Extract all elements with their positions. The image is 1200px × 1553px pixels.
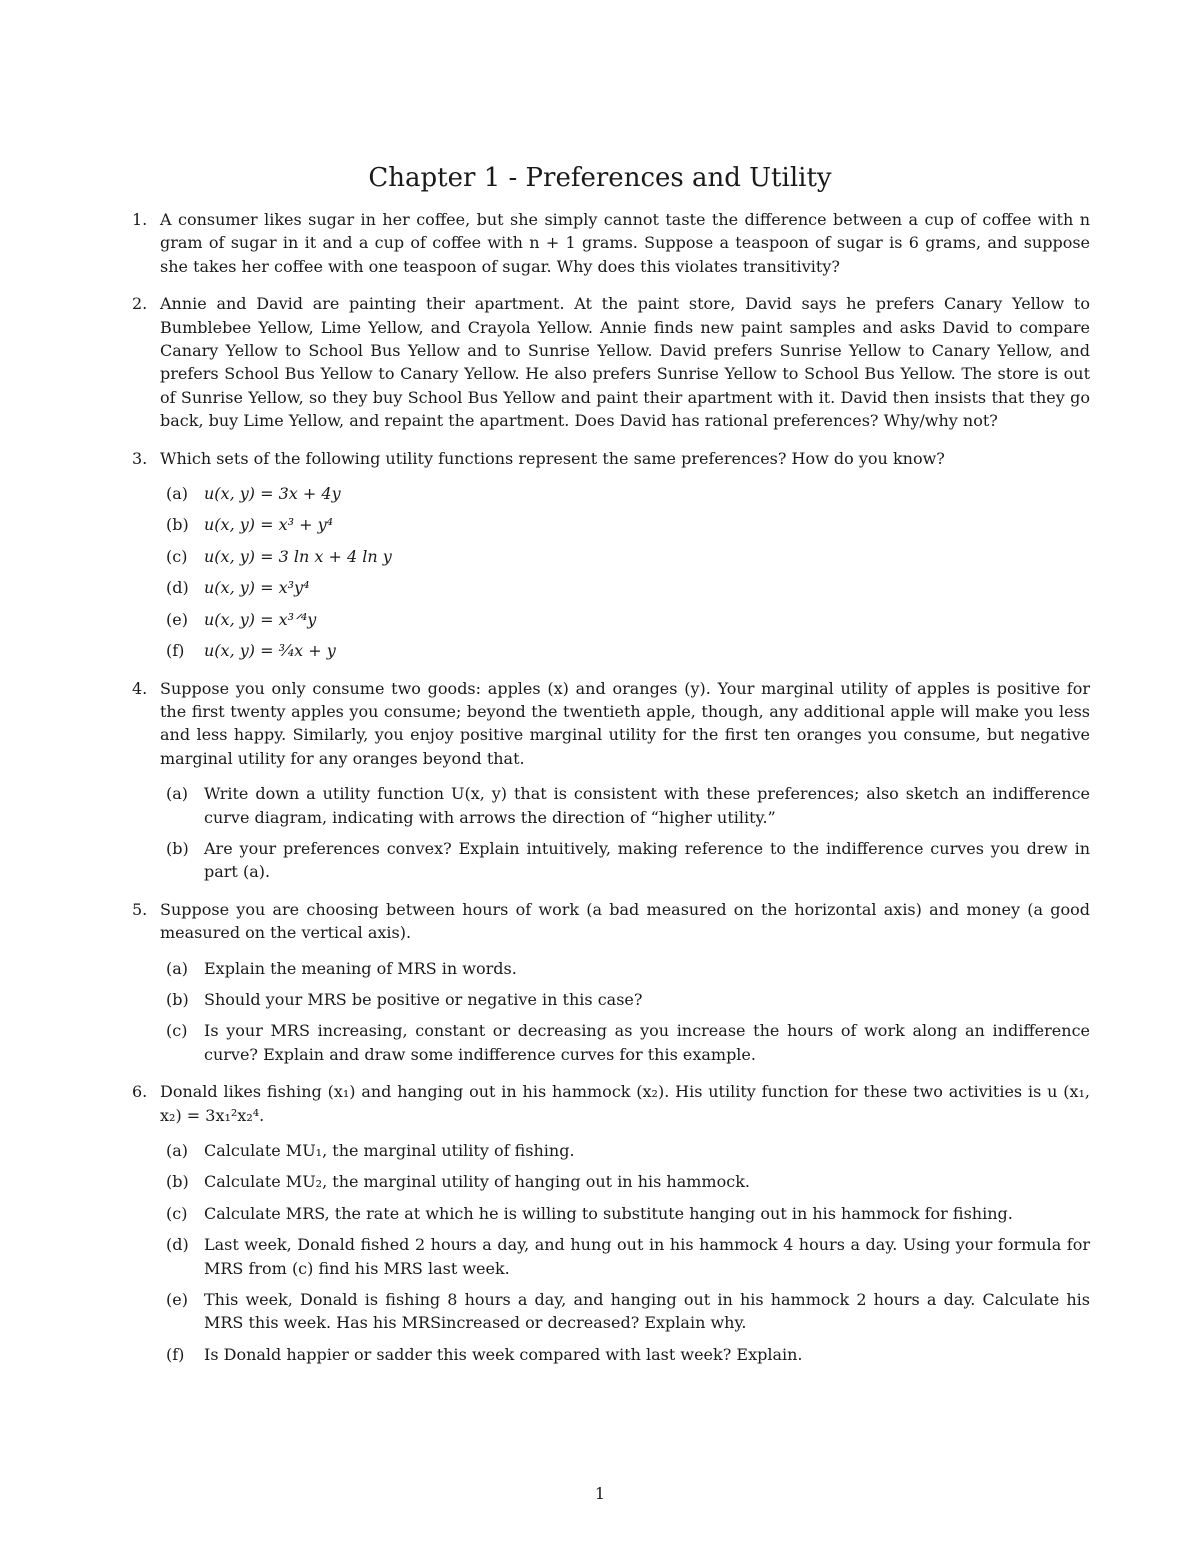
- utility-function: u(x, y) = ³⁄₄x + y: [204, 641, 336, 661]
- sub-question-text: Last week, Donald fished 2 hours a day, and hung out in his hammock 4 hours a day. Using your formula for MRS from (c) find his MRS last week.: [204, 1235, 1090, 1278]
- problem-number: 4.: [132, 678, 148, 698]
- utility-function: u(x, y) = x³ᐟ⁴y: [204, 609, 317, 629]
- sub-question: [160, 1019, 1090, 1066]
- sub-question-text: Are your preferences convex? Explain intuitively, making reference to the indifference curves you drew in part (a).: [204, 838, 1090, 882]
- sub-question-list: [160, 482, 1090, 662]
- sub-question: [160, 837, 1090, 884]
- sub-question: [160, 639, 1090, 662]
- sub-question: [160, 1139, 1090, 1162]
- sub-question-label: (c): [166, 1021, 188, 1041]
- sub-question-text: Explain the meaning of MRS in words.: [204, 958, 517, 978]
- sub-question-label: (a): [166, 958, 189, 978]
- problem-text: Donald likes fishing (x₁) and hanging out in his hammock (x₂). His utility function for these two activities is u (x₁, x₂) = 3x₁²x₂⁴.: [160, 1082, 1090, 1125]
- sub-question-label: (b): [166, 989, 189, 1009]
- sub-question-label: (b): [166, 838, 189, 858]
- sub-question-text: Calculate MRS, the rate at which he is willing to substitute hanging out in his hammock for fishing.: [204, 1203, 1013, 1223]
- problem-2: [132, 292, 1090, 432]
- problem-4: [132, 677, 1090, 884]
- problem-number: 1.: [132, 210, 148, 229]
- sub-question-label: (b): [166, 1172, 189, 1192]
- sub-question-text: Calculate MU₂, the marginal utility of hanging out in his hammock.: [204, 1172, 750, 1192]
- utility-function: u(x, y) = 3x + 4y: [204, 484, 341, 504]
- sub-question-label: (d): [166, 1235, 189, 1255]
- problem-3: [132, 447, 1090, 663]
- utility-function: u(x, y) = 3 ln x + 4 ln y: [204, 546, 392, 566]
- problem-text: Suppose you only consume two goods: apples (x) and oranges (y). Your marginal utility of apples is positive for the first twenty apples you consume; beyond the twentieth apple, though, any additional apple will make you less and less happy. Similarly, you enjoy positive marginal utility for the first ten oranges you consume, but negative marginal utility for any oranges beyond that.: [160, 678, 1090, 768]
- sub-question: [160, 1202, 1090, 1225]
- sub-question-text: Should your MRS be positive or negative in this case?: [204, 989, 643, 1009]
- sub-question-label: (a): [166, 784, 189, 804]
- sub-question: [160, 1343, 1090, 1366]
- page-number: 1: [594, 1484, 606, 1503]
- problem-1: [132, 208, 1090, 278]
- sub-question-label: (e): [166, 1290, 188, 1310]
- problem-6: [132, 1080, 1090, 1366]
- utility-function: u(x, y) = x³ + y⁴: [204, 515, 334, 535]
- sub-question: [160, 545, 1090, 568]
- sub-question-label: (e): [166, 609, 188, 629]
- problem-number: 6.: [132, 1082, 148, 1102]
- sub-question: [160, 513, 1090, 536]
- sub-question-label: (b): [166, 515, 189, 535]
- sub-question-label: (f): [166, 641, 185, 661]
- sub-question: [160, 957, 1090, 980]
- sub-question-list: [160, 782, 1090, 884]
- problem-5: [132, 898, 1090, 1066]
- sub-question-text: This week, Donald is fishing 8 hours a day, and hanging out in his hammock 2 hours a day. Calculate his MRS this week. Has his MRSincreased or decreased? Explain why.: [204, 1290, 1090, 1333]
- problem-text: Suppose you are choosing between hours of work (a bad measured on the horizontal axis) and money (a good measured on the vertical axis).: [160, 899, 1090, 943]
- sub-question: [160, 576, 1090, 599]
- sub-question-label: (c): [166, 1203, 188, 1223]
- problem-number: 3.: [132, 448, 148, 468]
- problem-list: [132, 208, 1090, 1380]
- sub-question-text: Calculate MU₁, the marginal utility of fishing.: [204, 1141, 575, 1160]
- sub-question-text: Is Donald happier or sadder this week compared with last week? Explain.: [204, 1344, 803, 1364]
- sub-question-label: (a): [166, 1141, 189, 1160]
- problem-number: 5.: [132, 899, 148, 919]
- utility-function: u(x, y) = x³y⁴: [204, 578, 310, 598]
- problem-number: 2.: [132, 294, 148, 314]
- sub-question-text: Write down a utility function U(x, y) that is consistent with these preferences; also sketch an indifference curve diagram, indicating with arrows the direction of “higher utility.”: [204, 784, 1090, 827]
- sub-question-list: [160, 957, 1090, 1067]
- sub-question-text: Is your MRS increasing, constant or decreasing as you increase the hours of work along an indifference curve? Explain and draw some indifference curves for this example.: [204, 1021, 1090, 1064]
- page-title: Chapter 1 - Preferences and Utility: [368, 163, 832, 193]
- problem-text: A consumer likes sugar in her coffee, but she simply cannot taste the difference between a cup of coffee with n gram of sugar in it and a cup of coffee with n + 1 grams. Suppose a teaspoon of sugar is 6 grams, and suppose she takes her coffee with one teaspoon of sugar. Why does this violates transitivity?: [160, 210, 1090, 276]
- problem-text: Which sets of the following utility functions represent the same preferences? How do you know?: [160, 448, 945, 468]
- sub-question: [160, 1170, 1090, 1193]
- sub-question: [160, 782, 1090, 829]
- sub-question: [160, 988, 1090, 1011]
- sub-question: [160, 608, 1090, 631]
- problem-text: Annie and David are painting their apartment. At the paint store, David says he prefers Canary Yellow to Bumblebee Yellow, Lime Yellow, and Crayola Yellow. Annie finds new paint samples and asks David to compare Canary Yellow to School Bus Yellow and to Sunrise Yellow. David prefers Sunrise Yellow to Canary Yellow, and prefers School Bus Yellow to Canary Yellow. He also prefers Sunrise Yellow to School Bus Yellow. The store is out of Sunrise Yellow, so they buy School Bus Yellow and paint their apartment with it. David then insists that they go back, buy Lime Yellow, and repaint the apartment. Does David has rational preferences? Why/why not?: [160, 294, 1090, 431]
- sub-question-label: (a): [166, 484, 189, 504]
- sub-question-label: (d): [166, 578, 189, 598]
- sub-question-label: (f): [166, 1344, 185, 1364]
- sub-question-label: (c): [166, 546, 188, 566]
- sub-question: [160, 1233, 1090, 1280]
- sub-question-list: [160, 1139, 1090, 1366]
- sub-question: [160, 1288, 1090, 1335]
- sub-question: [160, 482, 1090, 505]
